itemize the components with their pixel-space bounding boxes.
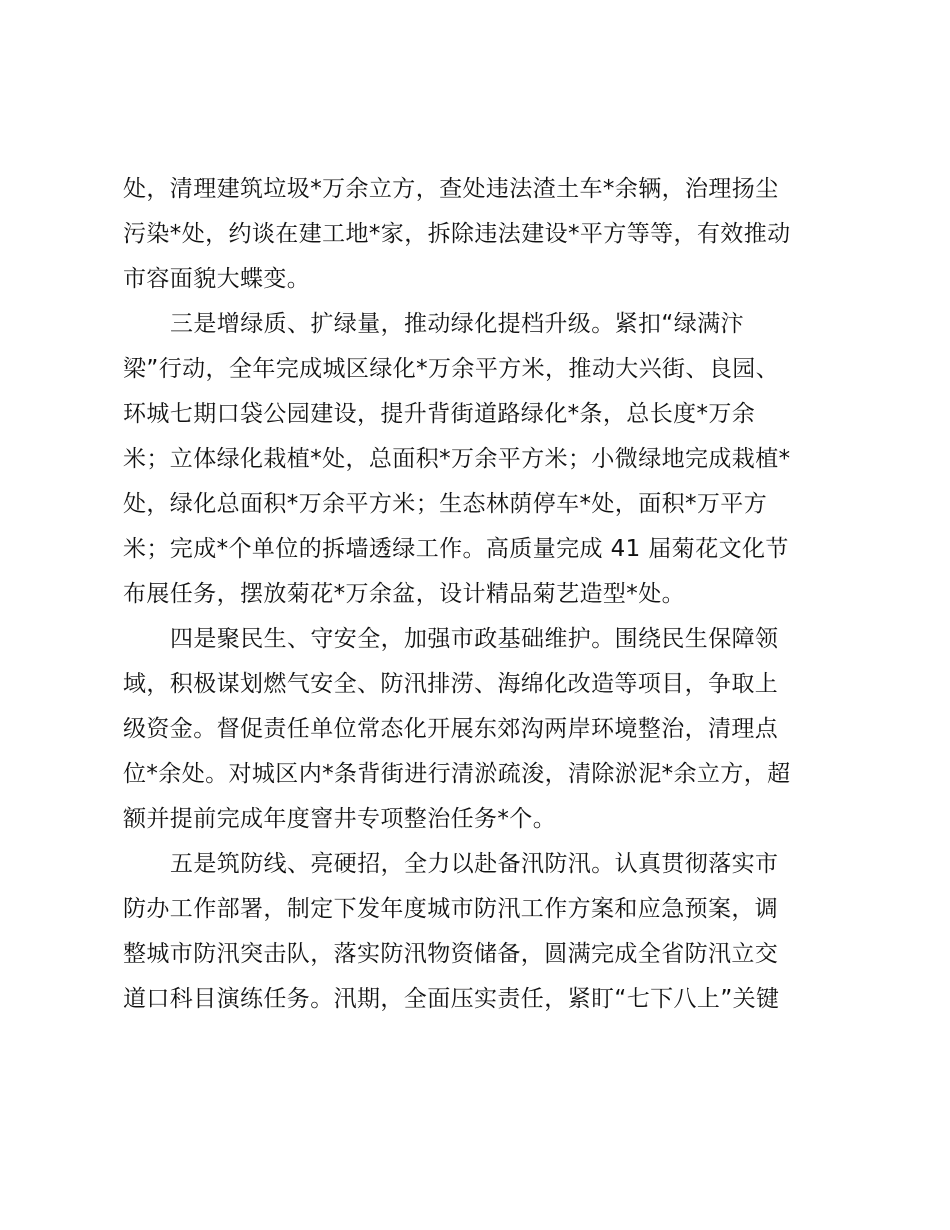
text-line: 市容面貌大蝶变。 [123,266,311,292]
paragraph-start-line: 四是聚民生、守安全，加强市政基础维护。围绕民生保障领 [170,626,779,652]
text-line: 道口科目演练任务。汛期，全面压实责任，紧盯“七下八上”关键 [123,986,780,1012]
text-line: 处，清理建筑垃圾*万余立方，查处违法渣土车*余辆，治理扬尘 [123,176,779,202]
text-line: 环城七期口袋公园建设，提升背街道路绿化*条，总长度*万余 [123,401,756,427]
text-line: 级资金。督促责任单位常态化开展东郊沟两岸环境整治，清理点 [123,716,779,742]
paragraph-start-line: 五是筑防线、亮硬招，全力以赴备汛防汛。认真贯彻落实市 [170,851,779,877]
text-line: 整城市防汛突击队，落实防汛物资储备，圆满完成全省防汛立交 [123,941,779,967]
text-line: 米；立体绿化栽植*处，总面积*万余平方米；小微绿地完成栽植* [123,446,791,472]
text-line: 位*余处。对城区内*条背街进行清淤疏浚，清除淤泥*余立方，超 [123,761,791,787]
text-line: 布展任务，摆放菊花*万余盆，设计精品菊艺造型*处。 [123,581,685,607]
text-line: 额并提前完成年度窨井专项整治任务*个。 [123,806,557,832]
text-line: 域，积极谋划燃气安全、防汛排涝、海绵化改造等项目，争取上 [123,671,779,697]
paragraph-start-line: 三是增绿质、扩绿量，推动绿化提档升级。紧扣“绿满汴 [170,311,744,337]
text-line: 梁”行动，全年完成城区绿化*万余平方米，推动大兴街、良园、 [123,356,780,382]
text-line: 防办工作部署，制定下发年度城市防汛工作方案和应急预案，调 [123,896,779,922]
text-line: 处，绿化总面积*万余平方米；生态林荫停车*处，面积*万平方 [123,491,768,517]
text-line: 米；完成*个单位的拆墙透绿工作。高质量完成 41 届菊花文化节 [123,536,789,562]
text-line: 污染*处，约谈在建工地*家，拆除违法建设*平方等等，有效推动 [123,221,791,247]
